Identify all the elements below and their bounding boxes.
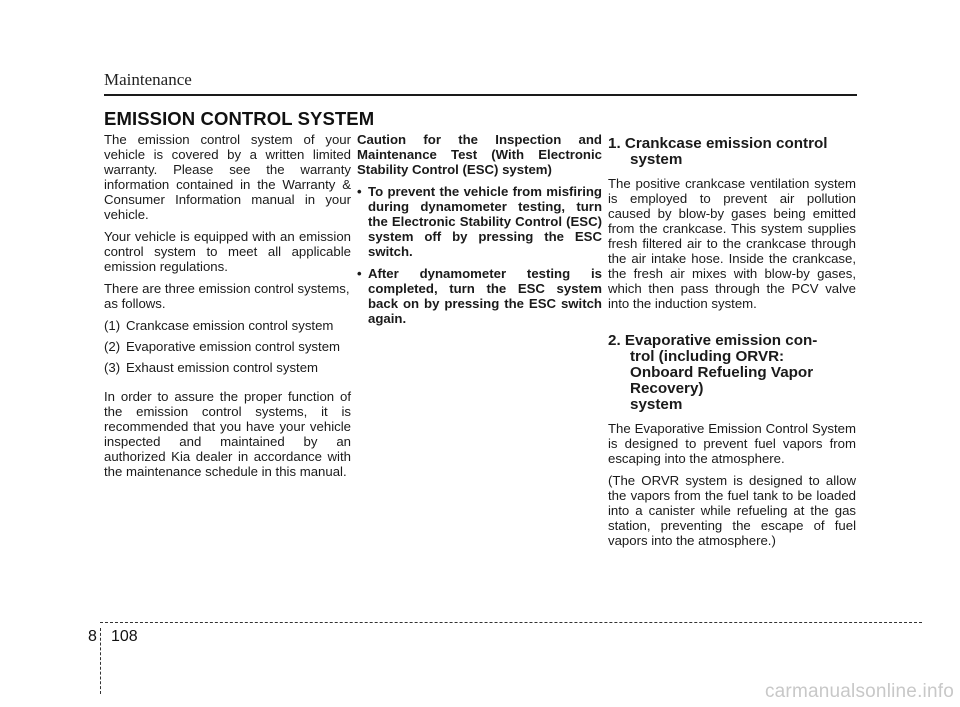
list-item: • To prevent the vehicle from misfiring during dynamometer testing, turn the Electronic Stability Control (ESC) system off by pressing the ESC switch. — [357, 184, 602, 259]
section-title: EMISSION CONTROL SYSTEM — [104, 108, 375, 129]
evaporative-paragraph: The Evaporative Emission Control System is designed to prevent fuel vapors from escaping into the atmosphere. — [608, 421, 856, 466]
watermark: carmanualsonline.info — [764, 681, 954, 702]
maintenance-paragraph: In order to assure the proper function of the emission control systems, it is recommended that you have your vehicle inspected and maintained by an authorized Kia dealer in accordance with the maintenance schedule in this manual. — [104, 389, 351, 479]
chapter-number: 8 — [88, 628, 97, 645]
subheading-evaporative: 2. Evaporative emission con- trol (including ORVR: Onboard Refueling Vapor Recovery) system — [608, 332, 818, 413]
list-item: • After dynamometer testing is completed, turn the ESC system back on by pressing the ESC switch again. — [357, 266, 602, 326]
bullet-icon: • — [357, 184, 362, 199]
list-item: (2) Evaporative emission control system — [104, 339, 341, 354]
bullet-icon: • — [357, 266, 362, 281]
caution-title: Caution for the Inspection and Maintenance Test (With Electronic Stability Control (ESC) system) — [357, 132, 602, 177]
header-section-label: Maintenance — [104, 70, 192, 89]
equipment-paragraph: Your vehicle is equipped with an emission control system to meet all applicable emission regulations. — [104, 229, 351, 274]
systems-paragraph: There are three emission control systems, as follows. — [104, 281, 350, 311]
systems-list — [104, 318, 351, 375]
page-number: 108 — [111, 628, 138, 645]
column-2 — [357, 132, 602, 333]
intro-paragraph: The emission control system of your vehicle is covered by a written limited warranty. Please see the warranty information contained in the Warranty & Consumer Information manual in your vehicle. — [104, 132, 351, 222]
orvr-paragraph: (The ORVR system is designed to allow the vapors from the fuel tank to be loaded into a canister while refueling at the gas station, preventing the escape of fuel vapors into the atmosphere.) — [608, 473, 856, 548]
list-item: (3) Exhaust emission control system — [104, 360, 319, 375]
column-3 — [608, 132, 856, 555]
footer-rule — [100, 622, 922, 623]
subheading-crankcase: 1. Crankcase emission control system — [608, 135, 828, 168]
column-1 — [104, 132, 351, 486]
footer-vertical-rule — [100, 628, 101, 694]
header-rule — [104, 94, 857, 96]
crankcase-paragraph: The positive crankcase ventilation system is employed to prevent air pollution caused by blow-by gases being emitted from the crankcase. This system supplies fresh filtered air to the crankcase through the air intake hose. Inside the crankcase, the fresh air mixes with blow-by gases, which then pass through the PCV valve into the induction system. — [608, 176, 856, 311]
caution-bullets — [357, 184, 602, 326]
list-item: (1) Crankcase emission control system — [104, 318, 334, 333]
